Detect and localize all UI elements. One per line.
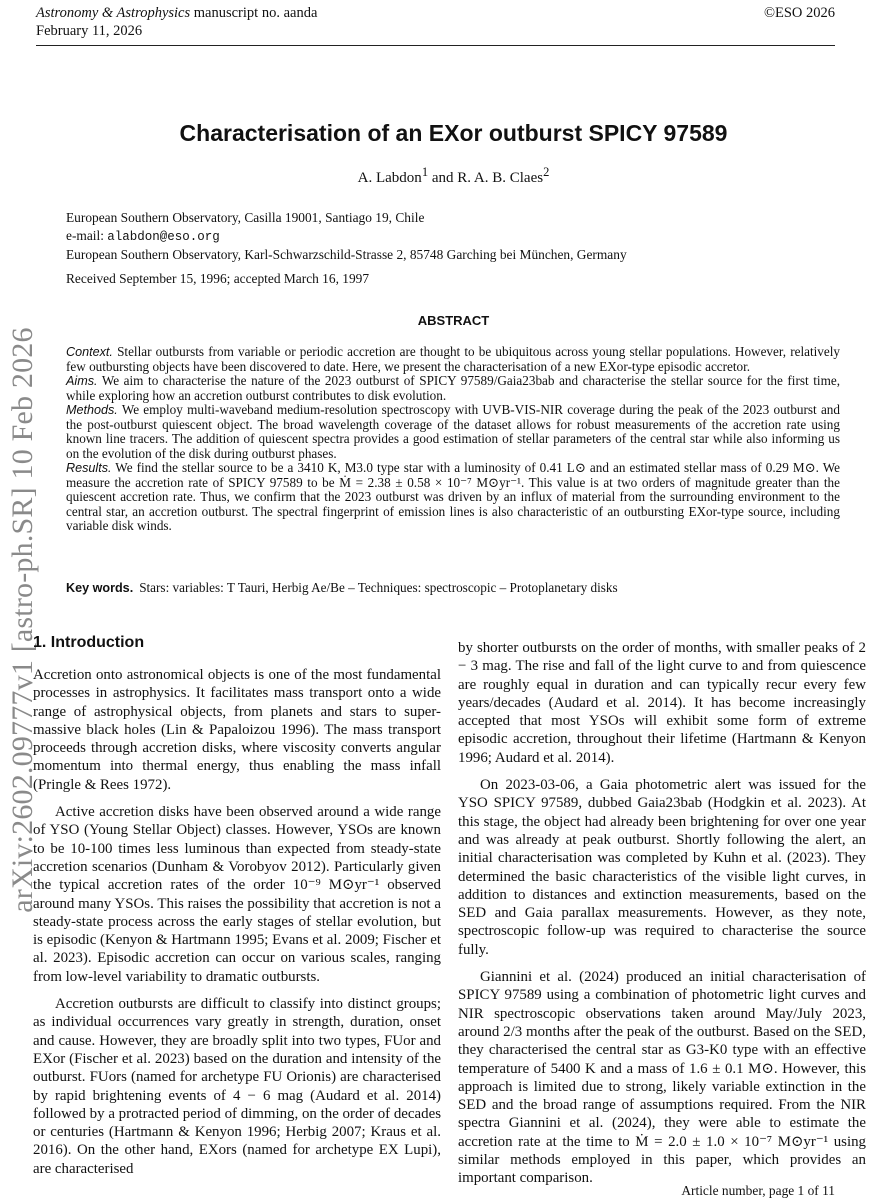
- abstract-heading: ABSTRACT: [417, 313, 490, 328]
- page-footer: Article number, page 1 of 11: [681, 1183, 835, 1198]
- abstract-aims: [66, 374, 840, 403]
- header-date: February 11, 2026: [36, 23, 143, 39]
- section-heading-introduction: 1. Introduction: [33, 634, 145, 651]
- keywords-label: Key words.: [66, 581, 134, 595]
- context-text: Stellar outbursts from variable or periodic accretion are thought to be ubiquitous across young stellar populations. However, relatively few outbursting objects have been discovered to date. Here, we present the characterisation of a new EXor-type episodic accretor.: [66, 344, 840, 374]
- right-column: [458, 639, 866, 1188]
- intro-paragraph: Accretion onto astronomical objects is one of the most fundamental processes in astrophysics. It facilitates mass transport onto a wide range of astrophysical objects, from planets and stars to super-massive black holes (Lin & Papaloizou 1996). The mass transport proceeds through accretion disks, where viscosity converts angular momentum into thermal energy, thus enabling the mass infall (Pringle & Rees 1972).: [33, 667, 441, 793]
- author-2-affil: 2: [543, 165, 550, 179]
- received-dates: Received September 15, 1996; accepted March 16, 1997: [66, 271, 370, 286]
- journal-name: Astronomy & Astrophysics: [36, 5, 191, 21]
- header-left: [36, 4, 317, 40]
- methods-label: Methods.: [66, 403, 118, 417]
- manuscript-number: manuscript no. aanda: [190, 5, 318, 21]
- abstract: [66, 345, 840, 534]
- left-column: [33, 633, 441, 1178]
- email-line: [66, 227, 841, 247]
- author-separator: and: [428, 170, 458, 186]
- results-text: We find the stellar source to be a 3410 K, M3.0 type star with a luminosity of 0.41 L⊙ and an estimated stellar mass of 0.29 M⊙. We measure the accretion rate of SPICY 97589 to be Ṁ = 2.38 ± 0.58 × 10⁻⁷ M⊙yr⁻¹. This value is at two orders of magnitude greater than the quiescent accretion rate. Thus, we confirm that the 2023 outburst was driven by an influx of material from the surrounding environment to the central star, an accretion outburst. The spectral fingerprint of emission lines is also characteristic of an outbursting EXor-type source, including variable disk winds.: [66, 460, 840, 533]
- abstract-results: [66, 461, 840, 534]
- affiliation-1: European Southern Observatory, Casilla 19001, Santiago 19, Chile: [66, 210, 425, 225]
- keywords-text: Stars: variables: T Tauri, Herbig Ae/Be – Techniques: spectroscopic – Protoplanetary disks: [139, 580, 618, 595]
- header-divider: [36, 45, 835, 46]
- abstract-methods: [66, 403, 840, 461]
- paper-title: Characterisation of an EXor outburst SPICY 97589: [179, 120, 728, 146]
- journal-line: [36, 4, 317, 22]
- author-1-affil: 1: [421, 165, 429, 179]
- affiliations: [66, 209, 841, 264]
- methods-text: We employ multi-waveband medium-resolution spectroscopy with UVB-VIS-NIR coverage during the peak of the 2023 outburst and the post-outburst quiescent object. The broad wavelength coverage of the dataset allows for robust measurements of the accretion rate using known line tracers. The addition of quiescent spectra provides a good estimation of stellar parameters of the central star while also informing us on the evolution of the disk during outburst phases.: [66, 402, 840, 461]
- abstract-context: [66, 345, 840, 374]
- intro-paragraph: Accretion outbursts are difficult to classify into distinct groups; as individual occurrences vary greatly in strength, duration, onset and cause. However, they are broadly split into two types, FUor and EXor (Fischer et al. 2023) based on the duration and intensity of the outburst. FUors (named for archetype FU Orionis) are characterised by rapid brightening events of 4 − 6 mag (Audard et al. 2014) followed by a protracted period of dimming, on the order of decades or centuries (Hartmann & Kenyon 1996; Herbig 2007; Kraus et al. 2016). On the other hand, EXors (named for archetype EX Lupi), are characterised: [33, 996, 441, 1177]
- email-label: e-mail:: [66, 227, 108, 243]
- copyright: ©ESO 2026: [763, 5, 835, 21]
- affiliation-2: European Southern Observatory, Karl-Schwarzschild-Strasse 2, 85748 Garching bei München, Germany: [66, 247, 627, 262]
- arxiv-identifier: arXiv:2602.09777v1 [astro-ph.SR] 10 Feb 2026: [6, 327, 39, 913]
- author-2: R. A. B. Claes: [457, 170, 544, 186]
- author-list: [66, 165, 841, 187]
- intro-paragraph: by shorter outbursts on the order of months, with smaller peaks of 2 − 3 mag. The rise and fall of the light curve to and from quiescence are roughly equal in duration and can typically recur every few years/decades (Audard et al. 2014). It has become increasingly accepted that most YSOs will exhibit some form of extreme episodic accretion, throughout their lifetime (Hartmann & Kenyon 1996; Audard et al. 2014).: [458, 640, 866, 766]
- results-label: Results.: [66, 461, 112, 475]
- email-address[interactable]: alabdon@eso.org: [107, 229, 220, 244]
- intro-paragraph: Active accretion disks have been observed around a wide range of YSO (Young Stellar Object) classes. However, YSOs are known to be 10-100 times less luminous than expected from steady-state accretion scenarios (Dunham & Vorobyov 2012). Particularly given the typical accretion rates of the order 10⁻⁹ M⊙yr⁻¹ observed around many YSOs. This raises the possibility that accretion is not a steady-state process across the early stages of stellar evolution, but is episodic (Kenyon & Hartmann 1995; Evans et al. 2009; Fischer et al. 2023). Episodic accretion can occur on various scales, ranging from low-level variability to dramatic outbursts.: [33, 804, 441, 985]
- aims-text: We aim to characterise the nature of the 2023 outburst of SPICY 97589/Gaia23bab and characterise the stellar source for the first time, while exploring how an accretion outburst contributes to disk evolution.: [66, 373, 840, 403]
- intro-paragraph: On 2023-03-06, a Gaia photometric alert was issued for the YSO SPICY 97589, dubbed Gaia23bab (Hodgkin et al. 2023). At this stage, the object had already been brightening for over one year and was already at peak outburst. Shortly following the alert, an initial characterisation was completed by Kuhn et al. (2023). They determined the basic characteristics of the visible light curves, in addition to distances and extinction measurements, based on the SED and Gaia parallax measurements. However, as they note, spectroscopic follow-up was required to characterise the source fully.: [458, 777, 866, 958]
- aims-label: Aims.: [66, 374, 98, 388]
- intro-paragraph: Giannini et al. (2024) produced an initial characterisation of SPICY 97589 using a combination of photometric light curves and NIR spectroscopic observations taken around May/July 2023, around 2/3 months after the peak of the outburst. Based on the SED, they characterised the central star as G3-K0 type with an effective temperature of 5400 K and a mass of 1.6 ± 0.1 M⊙. However, this approach is limited due to strong, likely variable extinction in the SED and the broad range of assumptions required. From the NIR spectra Giannini et al. (2024), they were able to estimate the accretion rate at the time to Ṁ = 2.0 ± 1.0 × 10⁻⁷ M⊙yr⁻¹ using similar methods employed in this paper, which provides an important comparison.: [458, 969, 866, 1187]
- keywords: [66, 580, 840, 596]
- author-1: A. Labdon: [357, 170, 422, 186]
- context-label: Context.: [66, 345, 113, 359]
